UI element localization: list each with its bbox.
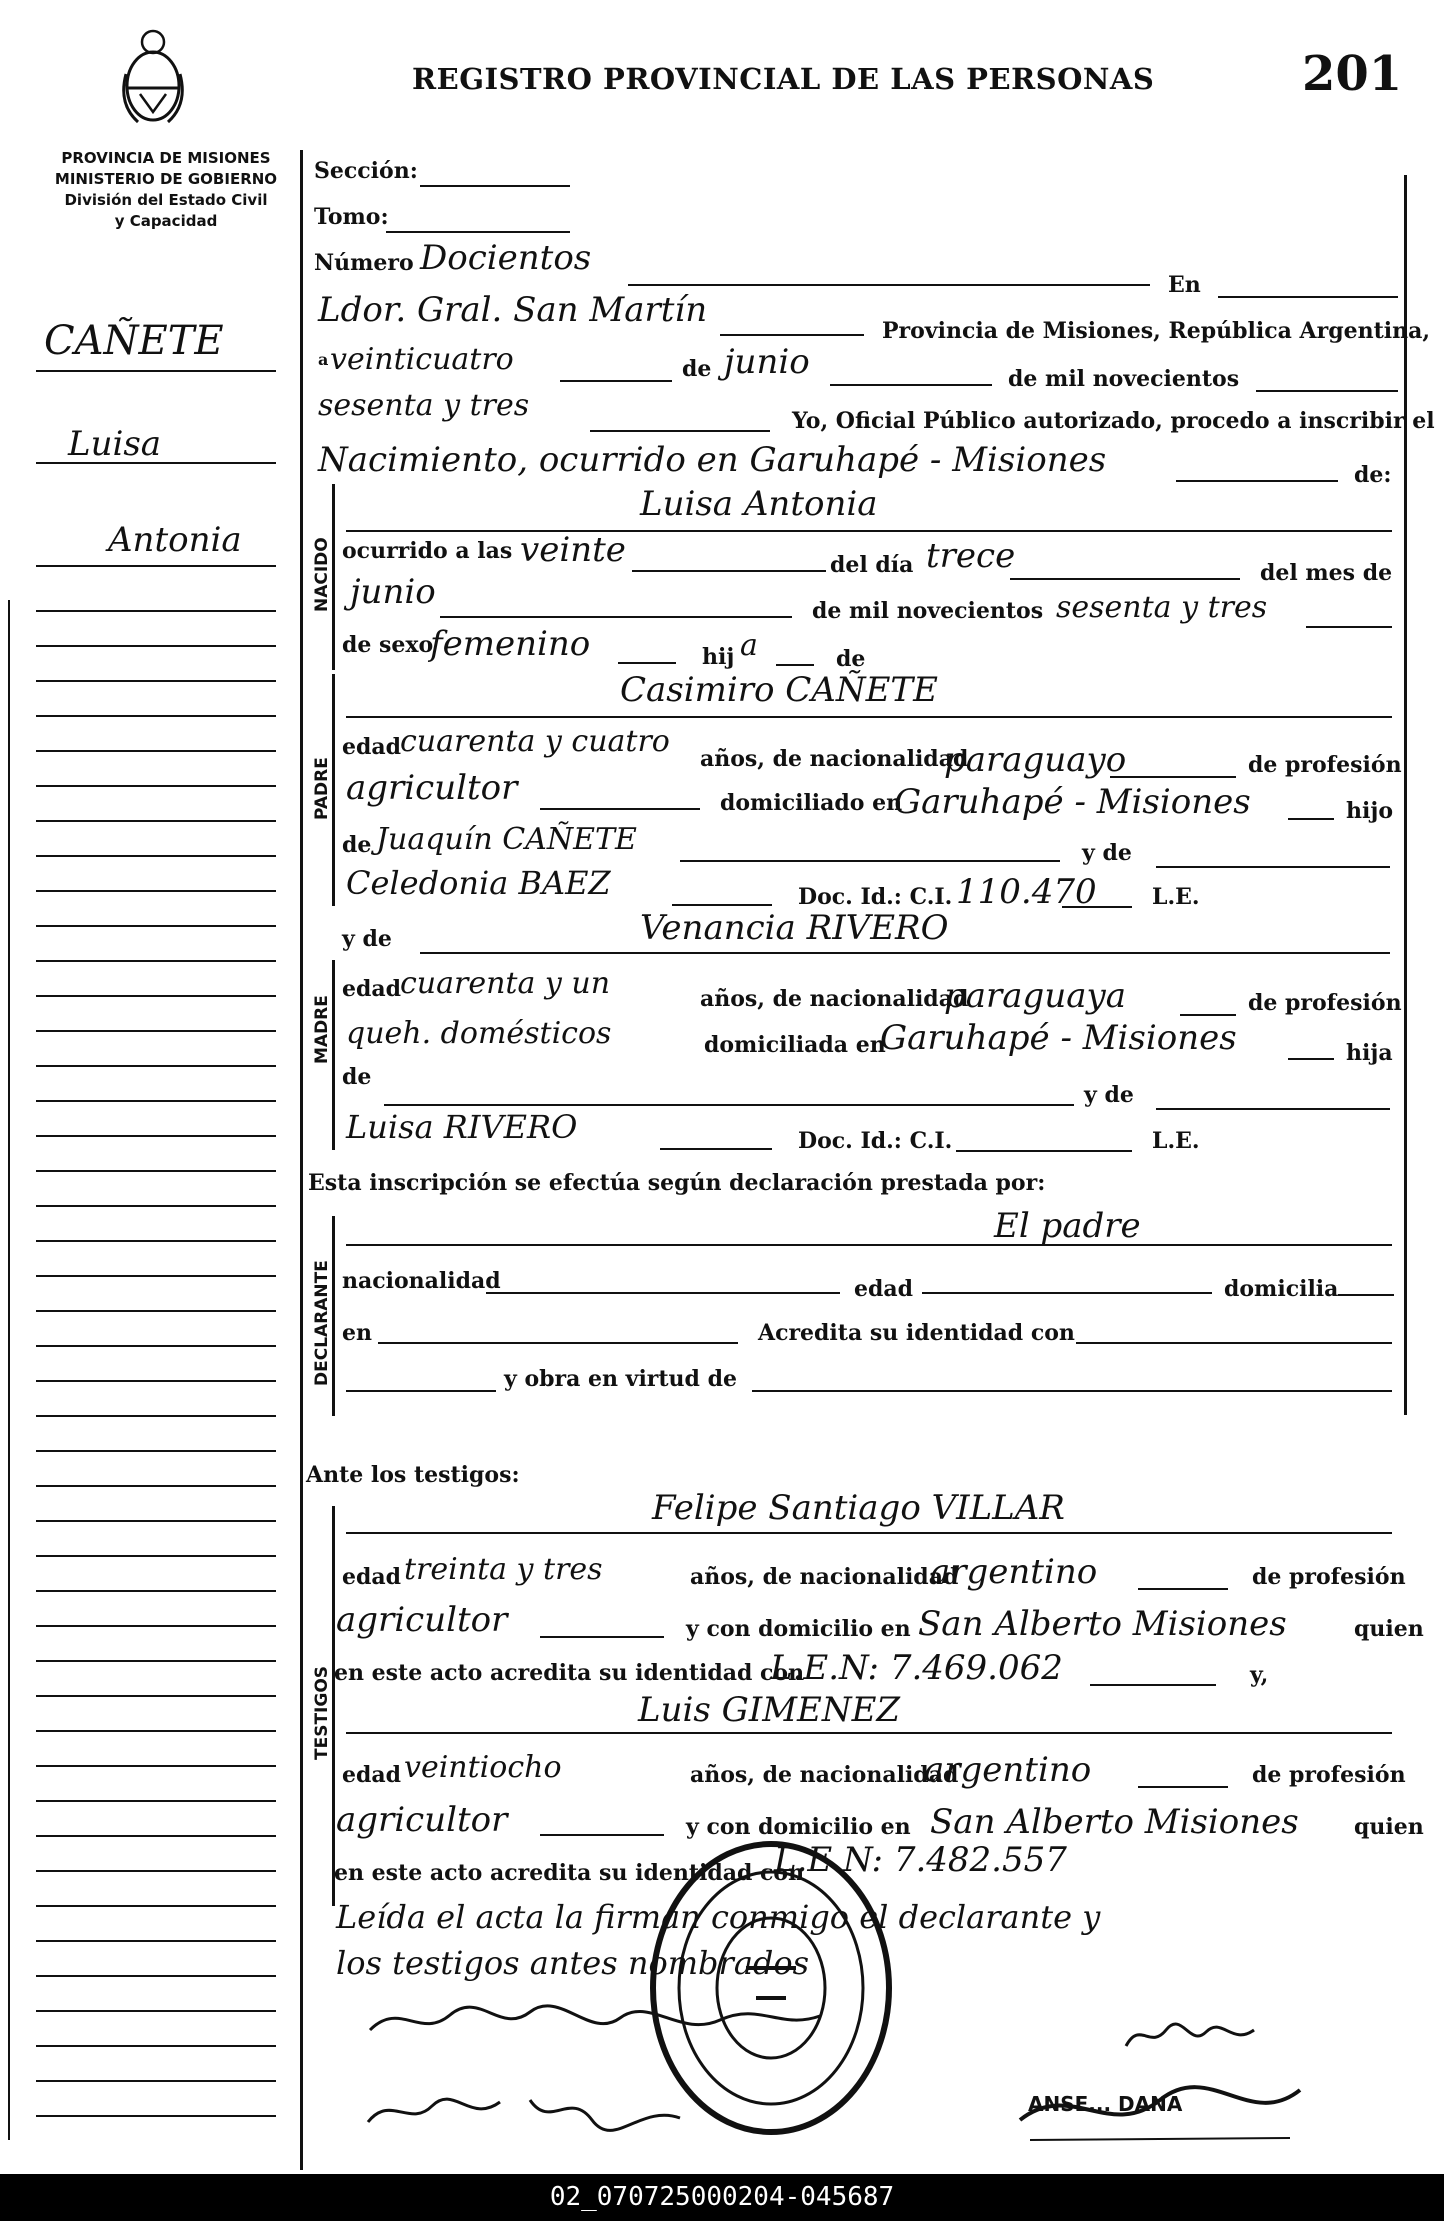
acto-value: Nacimiento, ocurrido en Garuhapé - Misiones: [318, 440, 1107, 480]
madre-abuelo-line: [384, 1104, 1074, 1106]
seccion-label: Sección:: [314, 158, 418, 184]
madre-nac-line: [1180, 1014, 1236, 1016]
signature-block-name: ANSE... DANA: [1028, 2092, 1183, 2116]
margin-name-1: Luisa: [68, 424, 162, 464]
testigo1-documento: L.E.N: 7.469.062: [770, 1648, 1063, 1688]
abuela-paterna: Celedonia BAEZ: [346, 864, 611, 902]
del-mes-label: del mes de: [1260, 560, 1393, 586]
madre-doc-label: Doc. Id.: C.I.: [798, 1128, 953, 1154]
nacido-section-label: NACIDO: [312, 537, 332, 612]
de-mil-label: de mil novecientos: [1008, 366, 1240, 392]
testigo2-quien-label: quien: [1354, 1814, 1424, 1840]
testigo2-acredita-label: en este acto acredita su identidad con: [334, 1860, 805, 1886]
padre-ci: 110.470: [956, 872, 1097, 912]
mes-line: [830, 384, 992, 386]
padre-anos-label: años, de nacionalidad: [700, 746, 969, 772]
margin-left-rule: [8, 600, 10, 2140]
footer-code: 02_070725000204-045687: [549, 2182, 895, 2212]
main-right-rule: [1404, 175, 1407, 1415]
abuelo-line: [680, 860, 1060, 862]
a-label: a: [318, 350, 329, 369]
madre-profesion: queh. domésticos: [346, 1016, 612, 1051]
nacionalidad-label: nacionalidad: [342, 1268, 501, 1294]
padre-y-de-line: [1156, 866, 1390, 868]
testigo1-y-label: y,: [1250, 1662, 1269, 1688]
madre-nacionalidad: paraguaya: [944, 976, 1126, 1016]
testigo1-anos-label: años, de nacionalidad: [690, 1564, 959, 1590]
abuela-materna: Luisa RIVERO: [346, 1108, 578, 1146]
hij-line: [776, 664, 814, 666]
declarante-section-label: DECLARANTE: [312, 1260, 332, 1386]
padre-doc-label: Doc. Id.: C.I.: [798, 884, 953, 910]
declarante-rule: [332, 1216, 335, 1416]
madre-de-label: de: [342, 1064, 372, 1090]
padre-profesion: agricultor: [346, 768, 518, 808]
madre-y-de2-line: [1156, 1108, 1390, 1110]
main-left-rule: [300, 150, 303, 2170]
dia-line: [560, 380, 672, 382]
mes-value: junio: [724, 342, 810, 382]
dia-nac-value: trece: [926, 536, 1016, 576]
acredita-line: [1076, 1342, 1392, 1344]
dia-nac-line: [1010, 578, 1240, 580]
madre-y-de-label: y de: [342, 926, 392, 952]
signature-testigo: [360, 2080, 690, 2140]
madre-profesion-label: de profesión: [1248, 990, 1402, 1016]
en-line: [1218, 296, 1398, 298]
padre-de-label: de: [342, 832, 372, 858]
obra-pre-line: [346, 1390, 496, 1392]
footer-bar: [0, 2174, 1444, 2221]
page-number: 201: [1302, 46, 1403, 102]
testigo2-profesion: agricultor: [336, 1800, 508, 1840]
testigo1-profesion-label: de profesión: [1252, 1564, 1406, 1590]
lugar-line: [720, 334, 864, 336]
signature-oficial: [1120, 2010, 1260, 2060]
decl-dom-line: [1338, 1294, 1394, 1296]
closing-line-1: Leída el acta la firman conmigo el declarante y: [336, 1898, 1101, 1936]
anio-nac-line: [1306, 626, 1392, 628]
testigo2-name-line: [346, 1732, 1392, 1734]
declarante-name-line: [346, 1244, 1392, 1246]
decl-edad-line: [922, 1292, 1212, 1294]
padre-le-label: L.E.: [1152, 884, 1200, 910]
document-title: REGISTRO PROVINCIAL DE LAS PERSONAS: [412, 62, 1155, 96]
padre-domicilio: Garuhapé - Misiones: [894, 782, 1251, 822]
org-line: MINISTERIO DE GOBIERNO: [54, 170, 278, 188]
org-block: [36, 148, 296, 232]
de-mil2-label: de mil novecientos: [812, 598, 1044, 624]
testigo2-nacionalidad: argentino: [924, 1750, 1092, 1790]
de-mil-line: [1256, 390, 1398, 392]
testigo1-edad-label: edad: [342, 1564, 402, 1590]
acto-line: [1176, 480, 1338, 482]
padre-section-label: PADRE: [312, 757, 332, 820]
decl-nac-line: [486, 1292, 840, 1294]
mes-nac-value: junio: [350, 572, 436, 612]
del-dia-label: del día: [830, 552, 914, 578]
madre-domicilio: Garuhapé - Misiones: [880, 1018, 1237, 1058]
madre-rule: [332, 960, 335, 1150]
hija-suffix: a: [740, 628, 758, 663]
testigo1-edad: treinta y tres: [404, 1552, 603, 1587]
decl-en-line: [378, 1342, 738, 1344]
testigo2-profesion-label: de profesión: [1252, 1762, 1406, 1788]
numero-value: Docientos: [420, 238, 592, 278]
de-label: de: [682, 356, 712, 382]
testigo1-profesion: agricultor: [336, 1600, 508, 1640]
declarante-nombre: El padre: [994, 1206, 1141, 1246]
padre-nacionalidad: paraguayo: [944, 740, 1127, 780]
mes-nac-line: [440, 616, 792, 618]
testigo1-domicilio: San Alberto Misiones: [918, 1604, 1287, 1644]
padre-name-line: [346, 716, 1392, 718]
domicilia-label: domicilia: [1224, 1276, 1339, 1302]
padre-dom-line: [1288, 818, 1334, 820]
coat-of-arms-icon: [118, 24, 188, 136]
numero-label: Número: [314, 250, 414, 276]
testigos-rule: [332, 1506, 335, 1906]
lugar-value: Ldor. Gral. San Martín: [318, 290, 708, 330]
testigo1-nacionalidad: argentino: [930, 1552, 1098, 1592]
official-stamp-icon: [646, 1838, 896, 2138]
numero-line: [628, 284, 1150, 286]
sexo-line: [618, 662, 676, 664]
abuelo-paterno: Juaquín CAÑETE: [376, 822, 637, 857]
testigo1-quien-label: quien: [1354, 1616, 1424, 1642]
testigo1-nombre: Felipe Santiago VILLAR: [652, 1488, 1065, 1528]
testigo1-name-line: [346, 1532, 1392, 1534]
closing-line-2: los testigos antes nombrados: [336, 1944, 810, 1982]
domiciliado-label: domiciliado en: [720, 790, 903, 816]
madre-y-de2-label: y de: [1084, 1082, 1134, 1108]
madre-anos-label: años, de nacionalidad: [700, 986, 969, 1012]
anio-value: sesenta y tres: [318, 388, 530, 423]
testigo2-anos-label: años, de nacionalidad: [690, 1762, 959, 1788]
seccion-line: [420, 185, 570, 187]
margin-surname: CAÑETE: [44, 318, 224, 364]
testigo1-doc-line: [1090, 1684, 1216, 1686]
testigo1-domicilio-label: y con domicilio en: [686, 1616, 911, 1642]
madre-dom-line: [1288, 1058, 1334, 1060]
testigo2-documento: L.E.N: 7.482.557: [774, 1840, 1067, 1880]
testigo1-nac-line: [1138, 1588, 1228, 1590]
dia-value: veinticuatro: [330, 342, 514, 377]
abuela-line: [672, 904, 772, 906]
decl-edad-label: edad: [854, 1276, 914, 1302]
yo-label: Yo, Oficial Público autorizado, procedo a inscribir el: [792, 408, 1435, 434]
sexo-label: de sexo: [342, 632, 434, 658]
sexo-value: femenino: [430, 624, 591, 664]
org-line: División del Estado Civil: [64, 191, 268, 209]
madre-edad: cuarenta y un: [400, 966, 611, 1001]
ocurrido-label: ocurrido a las: [342, 538, 513, 564]
org-line: PROVINCIA DE MISIONES: [61, 149, 271, 167]
madre-nombre: Venancia RIVERO: [640, 908, 949, 948]
testigo2-domicilio: San Alberto Misiones: [930, 1802, 1299, 1842]
hij-label: hij: [702, 644, 735, 670]
obra-label: y obra en virtud de: [504, 1366, 737, 1392]
madre-le-label: L.E.: [1152, 1128, 1200, 1154]
nacido-nombre: Luisa Antonia: [640, 484, 878, 524]
padre-edad-label: edad: [342, 734, 402, 760]
domiciliada-label: domiciliada en: [704, 1032, 886, 1058]
provincia-label: Provincia de Misiones, República Argentina,: [882, 318, 1431, 344]
obra-line: [752, 1390, 1392, 1392]
de-colon-label: de:: [1354, 462, 1392, 488]
testigo2-edad-label: edad: [342, 1762, 402, 1788]
anio-line: [590, 430, 770, 432]
testigo2-edad: veintiocho: [404, 1750, 562, 1785]
testigo2-domicilio-label: y con domicilio en: [686, 1814, 911, 1840]
abuela-materna-line: [660, 1148, 772, 1150]
testigo1-prof-line: [540, 1636, 664, 1638]
nacido-name-line: [346, 530, 1392, 532]
padre-nac-line: [1110, 776, 1236, 778]
padre-nombre: Casimiro CAÑETE: [620, 670, 938, 710]
anio-nac-value: sesenta y tres: [1056, 590, 1268, 625]
signature-block-scribble: [1010, 2060, 1310, 2160]
hora-line: [632, 570, 826, 572]
en-label: En: [1168, 272, 1201, 298]
madre-name-line: [420, 952, 1390, 954]
padre-prof-line: [540, 808, 700, 810]
acredita-label: Acredita su identidad con: [758, 1320, 1075, 1346]
hija-label: hija: [1346, 1040, 1393, 1066]
padre-ci-line: [1062, 906, 1132, 908]
testigo2-nombre: Luis GIMENEZ: [638, 1690, 901, 1730]
madre-edad-label: edad: [342, 976, 402, 1002]
org-line: y Capacidad: [114, 212, 218, 230]
ante-testigos-label: Ante los testigos:: [306, 1462, 520, 1488]
padre-profesion-label: de profesión: [1248, 752, 1402, 778]
hora-value: veinte: [520, 530, 626, 570]
madre-section-label: MADRE: [312, 995, 332, 1064]
declaracion-label: Esta inscripción se efectúa según declaración prestada por:: [308, 1170, 1046, 1196]
tomo-line: [386, 231, 570, 233]
padre-edad: cuarenta y cuatro: [400, 724, 670, 759]
margin-name-2: Antonia: [108, 520, 242, 560]
padre-y-de-label: y de: [1082, 840, 1132, 866]
nacido-rule: [332, 484, 335, 670]
padre-rule: [332, 674, 335, 906]
testigo2-nac-line: [1138, 1786, 1228, 1788]
decl-en-label: en: [342, 1320, 372, 1346]
testigo2-prof-line: [540, 1834, 664, 1836]
testigos-section-label: TESTIGOS: [312, 1665, 332, 1760]
de2-label: de: [836, 646, 866, 672]
tomo-label: Tomo:: [314, 204, 389, 230]
hijo-label: hijo: [1346, 798, 1393, 824]
testigo1-acredita-label: en este acto acredita su identidad con: [334, 1660, 805, 1686]
madre-ci-line: [956, 1150, 1132, 1152]
